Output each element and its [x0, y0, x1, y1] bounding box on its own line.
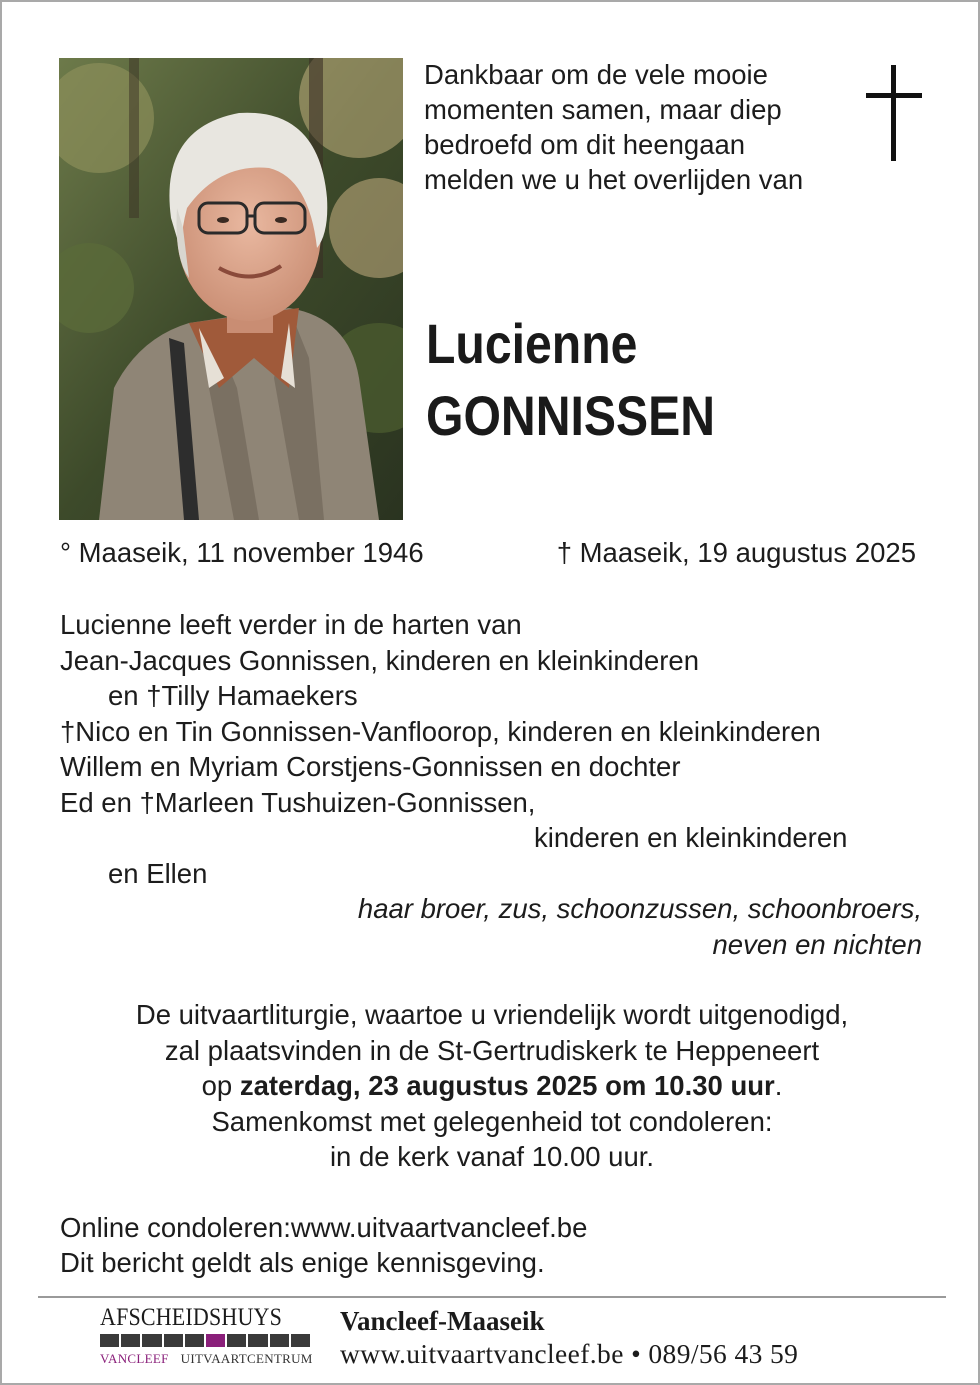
birth-date: ° Maaseik, 11 november 1946: [60, 537, 424, 568]
logo-bar: [100, 1334, 310, 1347]
logo-subtitle: [100, 1351, 313, 1367]
portrait-photo: [59, 58, 403, 520]
ceremony-line: in de kerk vanaf 10.00 uur.: [329, 1141, 655, 1172]
deceased-name: [426, 308, 715, 452]
intro-text: [424, 57, 864, 197]
logo-right: UITVAARTCENTRUM: [180, 1351, 313, 1366]
intro-line: bedroefd om dit heengaan: [424, 129, 746, 160]
intro-line: melden we u het overlijden van: [424, 164, 804, 195]
ceremony-suffix: .: [774, 1070, 783, 1101]
ceremony-prefix: op: [201, 1070, 240, 1101]
family-line: en Ellen: [108, 857, 208, 889]
intro-line: momenten samen, maar diep: [424, 94, 782, 125]
family-line: haar broer, zus, schoonzussen, schoonbroers,: [357, 893, 922, 924]
ceremony-line: zal plaatsvinden in de St-Gertrudiskerk te Heppeneert: [164, 1034, 820, 1066]
family-line: kinderen en kleinkinderen: [534, 822, 848, 853]
logo-title: AFSCHEIDSHUYS: [100, 1304, 282, 1331]
intro-line: Dankbaar om de vele mooie: [424, 59, 768, 90]
funeral-home-contact: www.uitvaartvancleef.be • 089/56 43 59: [340, 1338, 799, 1369]
family-line: en †Tilly Hamaekers: [108, 680, 358, 711]
family-line: Jean-Jacques Gonnissen, kinderen en kleinkinderen: [60, 644, 700, 676]
family-line: †Nico en Tin Gonnissen-Vanfloorop, kinderen en kleinkinderen: [60, 715, 821, 747]
funeral-home-info: [340, 1305, 798, 1371]
family-list: [60, 607, 922, 962]
family-line: Willem en Myriam Corstjens-Gonnissen en dochter: [60, 751, 681, 782]
ceremony-date-line: [42, 1068, 942, 1104]
logo-left: VANCLEEF: [100, 1351, 169, 1366]
family-line: Lucienne leeft verder in de harten van: [60, 609, 522, 640]
family-line: Ed en †Marleen Tushuizen-Gonnissen,: [60, 786, 536, 818]
cross-icon: [866, 65, 926, 166]
ceremony-line: Samenkomst met gelegenheid tot condoleren:: [211, 1105, 773, 1137]
closing-text: [60, 1210, 940, 1280]
family-line: neven en nichten: [712, 928, 922, 960]
funeral-home-logo: [100, 1304, 313, 1367]
first-name: Lucienne: [426, 312, 638, 375]
notice-line: Dit bericht geldt als enige kennisgeving.: [60, 1247, 545, 1278]
online-condolence: Online condoleren:www.uitvaartvancleef.be: [60, 1212, 588, 1243]
last-name: GONNISSEN: [426, 384, 716, 447]
funeral-home-name: Vancleef-Maaseik: [340, 1306, 545, 1336]
ceremony-date: zaterdag, 23 augustus 2025 om 10.30 uur: [239, 1070, 775, 1101]
death-date: † Maaseik, 19 augustus 2025: [556, 537, 916, 568]
ceremony-info: [42, 997, 942, 1175]
footer-divider: [38, 1296, 946, 1298]
ceremony-line: De uitvaartliturgie, waartoe u vriendelijk wordt uitgenodigd,: [135, 999, 849, 1030]
